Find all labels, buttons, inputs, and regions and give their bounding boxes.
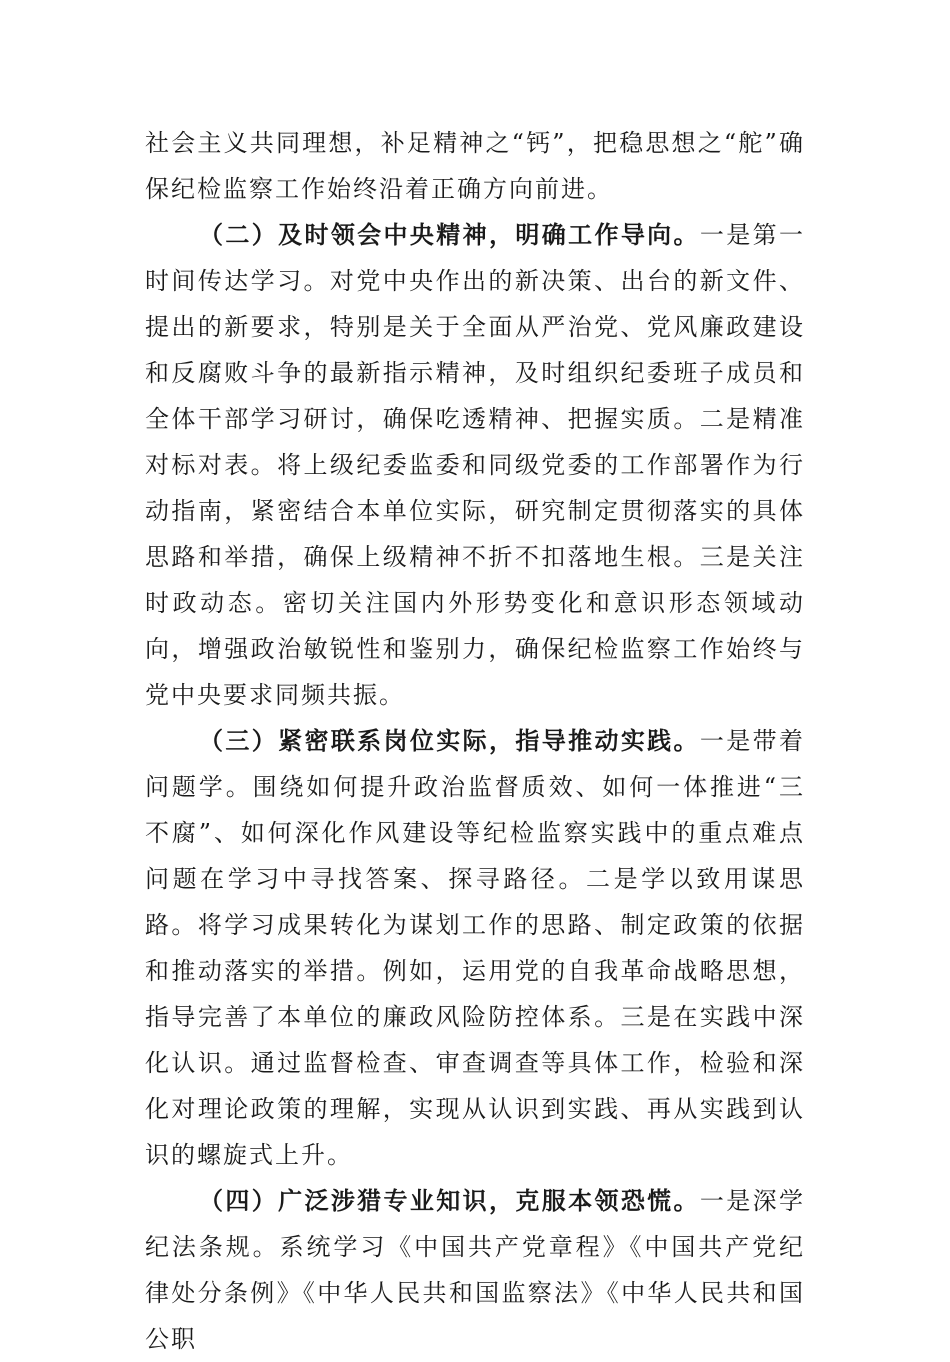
section-heading: （三）紧密联系岗位实际，指导推动实践。	[199, 726, 700, 755]
paragraph-continuation	[145, 120, 805, 212]
paragraph-body: 一是带着问题学。围绕如何提升政治监督质效、如何一体推进“三不腐”、如何深化作风建设等纪检监察实践中的重点难点问题在学习中寻找答案、探寻路径。二是学以致用谋思路。将学习成果转化为谋划工作的思路、制定政策的依据和推动落实的举措。例如，运用党的自我革命战略思想，指导完善了本单位的廉政风险防控体系。三是在实践中深化认识。通过监督检查、审查调查等具体工作，检验和深化对理论政策的理解，实现从认识到实践、再从实践到认识的螺旋式上升。	[145, 727, 806, 1169]
document-body	[145, 120, 805, 1362]
paragraph-section-4	[145, 1178, 805, 1362]
paragraph-section-3	[145, 718, 805, 1178]
paragraph-body: 一是深学纪法条规。系统学习《中国共产党章程》《中国共产党纪律处分条例》《中华人民共和国监察法》《中华人民共和国公职	[145, 1187, 806, 1353]
section-heading: （二）及时领会中央精神，明确工作导向。	[199, 220, 700, 249]
section-heading: （四）广泛涉猎专业知识，克服本领恐慌。	[199, 1186, 700, 1215]
paragraph-section-2	[145, 212, 805, 718]
paragraph-body: 一是第一时间传达学习。对党中央作出的新决策、出台的新文件、提出的新要求，特别是关于全面从严治党、党风廉政建设和反腐败斗争的最新指示精神，及时组织纪委班子成员和全体干部学习研讨，确保吃透精神、把握实质。二是精准对标对表。将上级纪委监委和同级党委的工作部署作为行动指南，紧密结合本单位实际，研究制定贯彻落实的具体思路和举措，确保上级精神不折不扣落地生根。三是关注时政动态。密切关注国内外形势变化和意识形态领域动向，增强政治敏锐性和鉴别力，确保纪检监察工作始终与党中央要求同频共振。	[145, 221, 806, 709]
paragraph-body: 社会主义共同理想，补足精神之“钙”，把稳思想之“舵”确保纪检监察工作始终沿着正确方向前进。	[145, 129, 805, 203]
